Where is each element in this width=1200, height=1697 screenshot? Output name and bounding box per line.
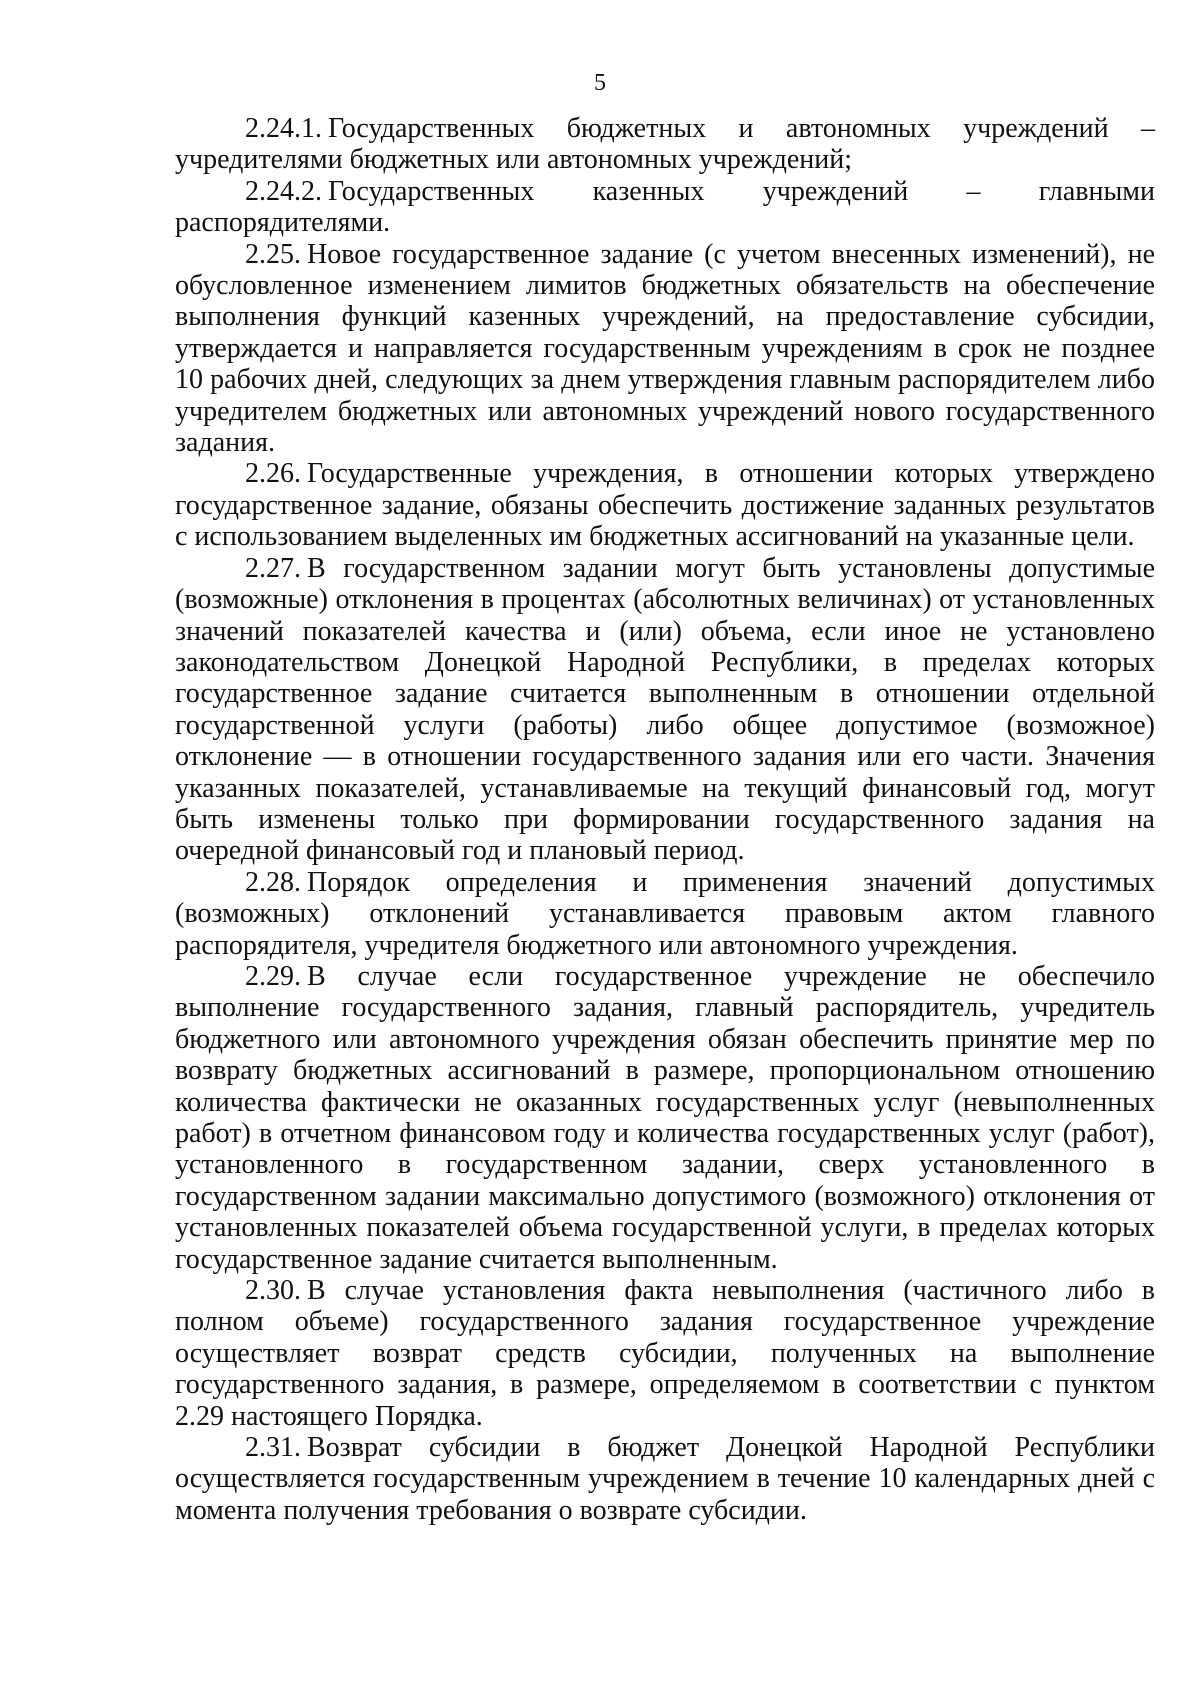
paragraph-text: Государственные учреждения, в отношении которых утверждено государственное задание, обязаны обеспечить достижение заданных результатов с использованием выделенных им бюджетных ассигнований на указанные цели. [175,458,1155,553]
paragraph-text: Государственных бюджетных и автономных учреждений – учредителями бюджетных или автономных учреждений; [175,113,1155,176]
paragraph-2-30 [175,1275,1155,1432]
paragraph-text: Возврат субсидии в бюджет Донецкой Народной Республики осуществляется государственным учреждением в течение 10 календарных дней с момента получения требования о возврате субсидии. [175,1432,1155,1526]
paragraph-text: В случае установления факта невыполнения (частичного либо в полном объеме) государственного задания государственное учреждение осуществляет возврат средств субсидии, полученных на выполнение государственного задания, в размере, определяемом в соответствии с пунктом 2.29 настоящего Порядка. [175,1275,1155,1432]
paragraph-2-27 [175,553,1155,867]
paragraph-number: 2.29. [245,960,301,992]
paragraph-number: 2.27. [245,552,301,584]
paragraph-number: 2.25. [245,238,301,270]
paragraph-text: Государственных казенных учреждений – главными распорядителями. [175,175,1155,239]
paragraph-2-29 [175,961,1155,1275]
paragraph-text: В случае если государственное учреждение не обеспечило выполнение государственного задания, главный распорядитель, учредитель бюджетного или автономного учреждения обязан обеспечить принятие мер по возврату бюджетных ассигнований в размере, пропорциональном отношению количества фактически не оказанных государственных услуг (невыполненных работ) в отчетном финансовом году и количества государственных услуг (работ), установленного в государственном задании, сверх установленного в государственном задании максимально допустимого (возможного) отклонения от установленных показателей объема государственной услуги, в пределах которых государственное задание считается выполненным. [175,960,1155,1275]
paragraph-number: 2.30. [245,1275,301,1307]
paragraph-2-25 [175,239,1155,459]
document-body [175,113,1155,1526]
paragraph-2-28 [175,867,1155,961]
paragraph-number: 2.24.1. [245,113,322,144]
paragraph-number: 2.24.2. [245,175,322,207]
paragraph-number: 2.28. [245,866,301,898]
paragraph-2-31 [175,1432,1155,1526]
paragraph-number: 2.31. [245,1432,301,1464]
paragraph-2-24-1 [175,113,1155,176]
paragraph-text: Новое государственное задание (с учетом внесенных изменений), не обусловленное изменением лимитов бюджетных обязательств на обеспечение выполнения функций казенных учреждений, на предоставление субсидии, утверждается и направляется государственным учреждениям в срок не позднее 10 рабочих дней, следующих за днем утверждения главным распорядителем либо учредителем бюджетных или автономных учреждений нового государственного задания. [175,238,1155,459]
paragraph-2-24-2 [175,176,1155,239]
page-number: 5 [594,70,606,96]
paragraph-text: В государственном задании могут быть установлены допустимые (возможные) отклонения в процентах (абсолютных величинах) от установленных значений показателей качества и (или) объема, если иное не установлено законодательством Донецкой Народной Республики, в пределах которых государственное задание считается выполненным в отношении отдельной государственной услуги (работы) либо общее допустимое (возможное) отклонение — в отношении государственного задания или его части. Значения указанных показателей, устанавливаемые на текущий финансовый год, могут быть изменены только при формировании государственного задания на очередной финансовый год и плановый период. [175,552,1155,867]
paragraph-number: 2.26. [245,458,301,490]
paragraph-2-26 [175,458,1155,552]
paragraph-text: Порядок определения и применения значений допустимых (возможных) отклонений устанавливается правовым актом главного распорядителя, учредителя бюджетного или автономного учреждения. [175,866,1155,961]
